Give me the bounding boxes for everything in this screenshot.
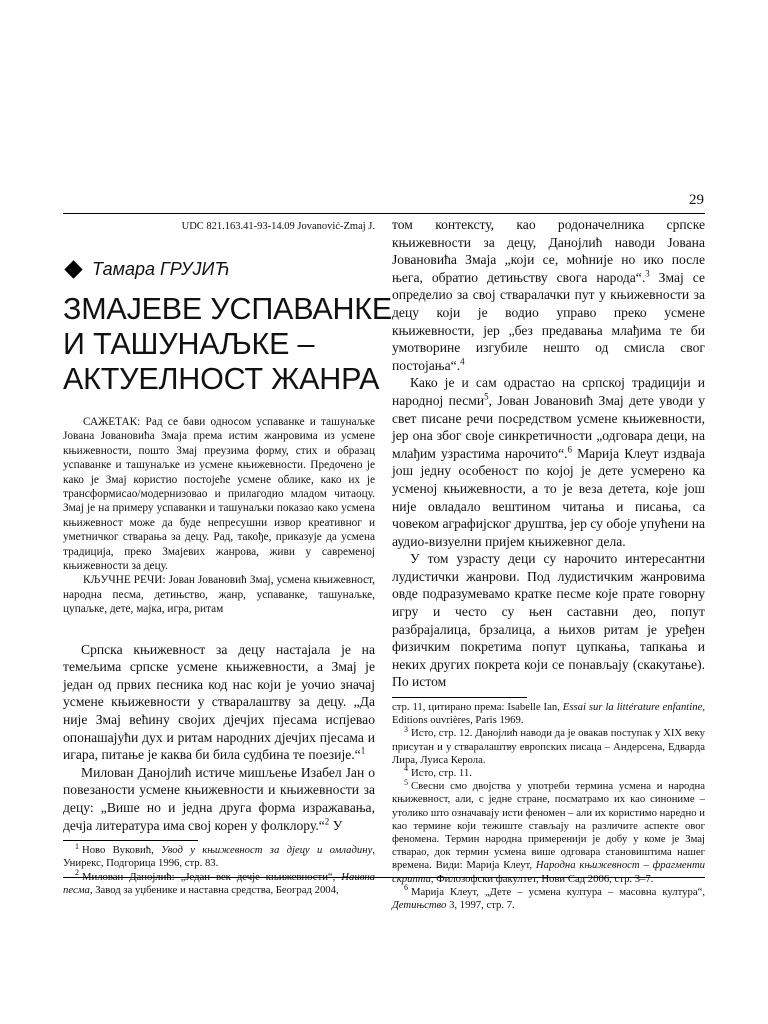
paragraph-text: Како је и сам одрастао на српској традицији и народној песми bbox=[392, 375, 705, 408]
footnotes-right bbox=[392, 701, 705, 912]
footnote-continuation bbox=[392, 701, 705, 727]
footnote bbox=[392, 764, 705, 780]
footnote-journal-title: Детињство bbox=[392, 899, 447, 912]
footnote bbox=[63, 868, 375, 897]
paragraph-text: Милован Данојлић истиче мишљење Изабел Јан о повезаности усмене књижевности и књижевности за децу: „Више но и једна друга форма изражавања, дечја литература има свој корен у фолклору.“ bbox=[63, 764, 375, 833]
footnote-text: Исто, стр. 12. Данојлић наводи да је овакав поступак у XIX веку присутан и у стваралаштву европских писаца – Андерсена, Едварда Лира, Луиса Керола. bbox=[392, 727, 705, 766]
footnote-text: Марија Клеут, „Дете – усмена култура – масовна култура“, bbox=[411, 885, 705, 898]
paragraph-text: Змај се определио за свој стваралачки пут у књижевности за децу који је водио управо преко усмене књижевности, јер „без предавања млађима те би умотворине изгубиле нешто од смисла свог постојања“. bbox=[392, 269, 705, 373]
page-number: 29 bbox=[689, 192, 704, 208]
footnote-text: Свесни смо двојства у употреби термина усмена и народна књижевност, али, с једне стране, посматрамо их као синониме – утолико што означавају исти феномен – али их користимо наредно и као термине који тежиште стављају на различите аспекте овог феномена. Термин народна примеренији је добу у коме је Змај стварао, док термин усмена више одговара становиштима нашег времена. Види: Марија Клеут, bbox=[392, 780, 705, 872]
footnotes-left bbox=[63, 841, 375, 897]
udc-code: UDC 821.163.41-93-14.09 Jovanović-Zmaj J. bbox=[181, 221, 375, 232]
footnote-ref[interactable]: 6 bbox=[567, 444, 572, 455]
footnote-rule bbox=[63, 840, 198, 841]
footnote-number: 3 bbox=[404, 724, 408, 734]
right-column bbox=[392, 216, 705, 912]
footnote-book-title: Увод у књижевност за дјецу и омладину bbox=[161, 844, 373, 857]
footnote bbox=[392, 777, 706, 886]
author-line bbox=[63, 256, 375, 282]
article-title bbox=[63, 292, 393, 397]
footnote-text: Ново Вуковић, bbox=[82, 844, 162, 857]
body-paragraph bbox=[392, 216, 705, 374]
body-text-left bbox=[63, 641, 375, 835]
footnote-ref[interactable]: 5 bbox=[484, 391, 489, 402]
footnote-book-title: Essai sur la littérature enfantine bbox=[562, 701, 703, 714]
footnote-number: 6 bbox=[404, 883, 408, 893]
paragraph-text: Марија Клеут издваја још једну особеност по којој је дете усмерено ка усменој књижевности, а то је веза детета, које још није овладало вештином читања и писања, са човеком аграфијског друштва, јер су обоје упућени на аудио-визуелни пријем књижевног дела. bbox=[392, 445, 706, 549]
body-paragraph bbox=[63, 764, 375, 834]
paragraph-text: том контексту, као родоначелника српске књижевности за децу, Данојлић наводи Јована Јовановића Змаја „који се, моћније но ико после њега, обратио детињству свога народа“. bbox=[392, 217, 705, 285]
author-name: Тамара ГРУЈИЋ bbox=[92, 258, 230, 279]
footnote-ref[interactable]: 1 bbox=[360, 745, 366, 756]
body-text-right bbox=[392, 216, 705, 691]
paragraph-text: У bbox=[329, 817, 343, 833]
keywords: КЉУЧНЕ РЕЧИ: Јован Јовановић Змај, усмена књижевност, народна песма, детињство, жанр, успаванке, ташунаљке, цупаљке, дете, мајка, игра, ритам bbox=[63, 574, 375, 616]
header-rule bbox=[63, 213, 705, 214]
footnote-text: Милован Данојлић: „Један век дечје књижевности“, bbox=[82, 870, 342, 883]
footnote-number: 2 bbox=[75, 868, 79, 878]
body-paragraph bbox=[392, 374, 705, 550]
abstract bbox=[63, 415, 375, 617]
paragraph-text: , Јован Јовановић Змај дете уводи у свет писане речи посредством усмене књижевности, јер она због своје синкретичности „одговара деци, на млађим узрастима нарочито“. bbox=[392, 392, 705, 461]
diamond-bullet-icon bbox=[64, 260, 82, 278]
footnote-text: 3, 1997, стр. 7. bbox=[446, 899, 515, 912]
footer-rule bbox=[63, 877, 705, 878]
footnote-text: Исто, стр. 11. bbox=[411, 767, 472, 780]
title-line: ЗМАЈЕВЕ УСПАВАНКЕ bbox=[63, 292, 393, 326]
paragraph-text: Српска књижевност за децу настајала је на темељима српске усмене књижевности, а Змај је један од првих песника код нас који је уочио значај усмене књижевности у стваралаштву за децу. „Да није Змај већину својих дјечјих пјесама испјевао опонашајући дух и ритам народних дјечјих пјесама и игара, питање је каква би била судбина те поезије.“ bbox=[63, 641, 375, 763]
footnote-text: , Унирекс, Подгорица 1996, стр. 83. bbox=[63, 844, 375, 870]
footnote-text: , Завод за уџбенике и наставна средства, Београд 2004, bbox=[89, 883, 339, 896]
body-paragraph: У том узрасту деци су нарочито интересантни лудистички жанрови. Под лудистичким жанровима овде подразумевамо кратке песме које прате говорну игру и често су њен саставни део, попут разбрајалица, брзалица, а њихов ритам је уређен физичким покретима попут цупкања, тапкања и неких других покрета који се понављају (скакутање). По истом bbox=[392, 551, 705, 690]
left-column bbox=[63, 216, 393, 897]
abstract-summary: САЖЕТАК: Рад се бави односом успаванке и ташунаљке Јована Јовановића Змаја према истим жанровима из усмене књижевности, пошто Змај преузима форму, стих и образац успаванке и ташунаљке из усмене књижевности. Предочено је како је Змај користио постојеће усмене облике, како их је трансформисао/модернизовао и прилагодио младом читаоцу. Змај је на примеру успаванки и ташунаљки показао како усмена књижевност може да буде непресушни извор креативног и уметничког стварања за децу. Рад, такође, приказује да усмена традиција, преко Змајевих жанрова, живи у савременој књижевности за децу. bbox=[63, 416, 375, 573]
footnote-book-title: Наивна песма bbox=[63, 870, 375, 896]
footnote-number: 4 bbox=[404, 764, 408, 774]
footnote-number: 1 bbox=[75, 841, 79, 851]
footnote-text: стр. 11, цитирано према: Isabelle Ian, bbox=[392, 701, 563, 714]
footnote-number: 5 bbox=[404, 777, 408, 787]
footnote-ref[interactable]: 4 bbox=[460, 356, 465, 367]
footnote bbox=[63, 841, 375, 870]
title-line: И ТАШУНАЉКЕ – bbox=[63, 327, 315, 361]
title-line: АКТУЕЛНОСТ ЖАНРА bbox=[63, 362, 380, 396]
footnote-text: , Editions ouvrières, Paris 1969. bbox=[392, 701, 705, 727]
footnote-text: , Филозофски факултет, Нови Сад 2006, стр. 3–7. bbox=[430, 872, 654, 885]
footnote-rule bbox=[392, 697, 527, 698]
footnote bbox=[392, 883, 705, 912]
footnote-book-title: Народна књижевност – фрагменти скрипти bbox=[392, 859, 706, 885]
footnote-ref[interactable]: 2 bbox=[324, 816, 330, 827]
footnote bbox=[392, 724, 705, 767]
footnote-ref[interactable]: 3 bbox=[645, 268, 650, 279]
body-paragraph bbox=[63, 641, 375, 764]
